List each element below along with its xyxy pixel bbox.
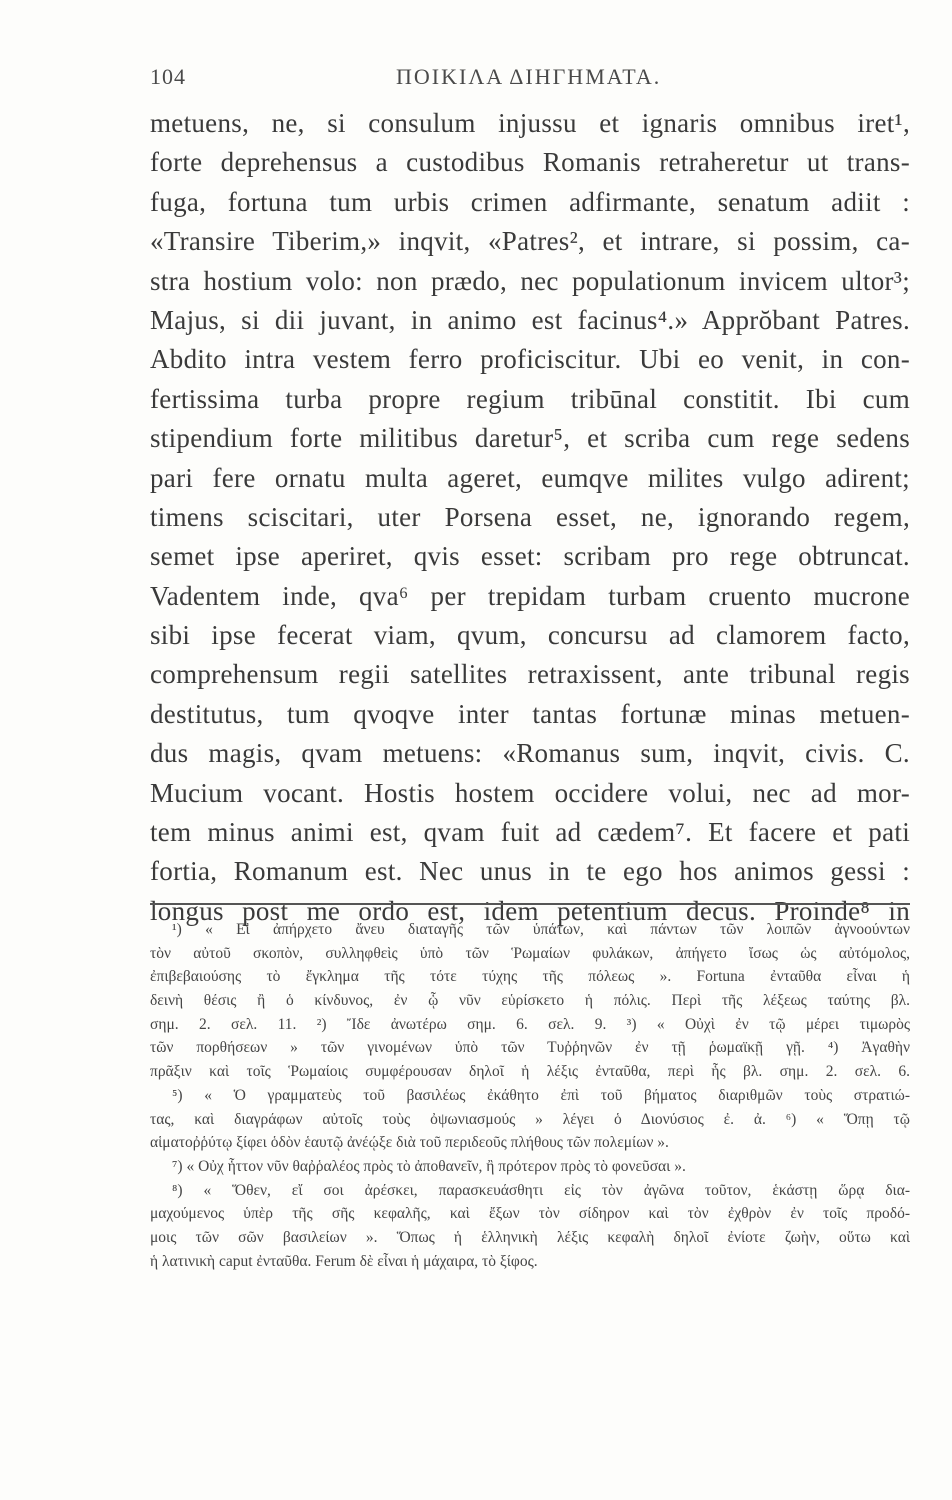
footnote-line: ¹) « Εἰ ἀπήρχετο ἄνευ διαταγῆς τῶν ὑπάτων, καὶ πάντων τῶν λοιπῶν ἀγνοούντων — [172, 921, 910, 938]
body-line: stipendium forte militibus daretur⁵, et scriba cum rege sedens — [150, 423, 910, 454]
footnote-line: σημ. 2. σελ. 11. ²) Ἴδε ἀνωτέρω σημ. 6. σελ. 9. ³) « Οὐχὶ ἐν τῷ μέρει τιμωρὸς — [150, 1015, 910, 1033]
body-line: Majus, si dii juvant, in animo est facinus⁴.» Apprŏbant Patres. — [150, 304, 910, 335]
body-line: forte deprehensus a custodibus Romanis retraheretur ut trans- — [150, 147, 910, 178]
body-line: Vadentem inde, qva⁶ per trepidam turbam cruento mucrone — [150, 580, 910, 611]
body-line: sibi ipse fecerat viam, qvum, concursu ad clamorem facto, — [150, 620, 910, 651]
body-line: longus post me ordo est, idem petentium decus. Proinde⁸ in — [150, 895, 910, 926]
footnote-line: πρᾶξιν καὶ τοῖς Ῥωμαίοις συμφέρουσαν δηλοῖ ἡ λέξις ἐνταῦθα, περὶ ἧς βλ. σημ. 2. σελ. 6. — [150, 1063, 910, 1081]
body-line: «Transire Tiberim,» inqvit, «Patres², et intrare, si possim, ca- — [150, 226, 910, 257]
footnote-line: ⁵) « Ὁ γραμματεὺς τοῦ βασιλέως ἐκάθητο ἐπὶ τοῦ βήματος διαριθμῶν τοὺς στρατιώ- — [172, 1086, 910, 1104]
footnote-line: ἐπιβεβαιούσης τὸ ἔγκλημα τῆς τότε τύχης τῆς πόλεως ». Fortuna ἐνταῦθα εἶναι ἡ — [150, 968, 910, 986]
running-title: ΠΟΙΚΙΛΑ ΔΙΗΓΗΜΑΤΑ. — [396, 64, 662, 89]
footnote-line: ⁷) « Οὐχ ἧττον νῦν θαῤῥαλέος πρὸς τὸ ἀποθανεῖν, ἢ πρότερον πρὸς τὸ φονεῦσαι ». — [172, 1157, 686, 1175]
body-line: dus magis, qvam metuens: «Romanus sum, inqvit, civis. C. — [150, 738, 910, 769]
body-line: metuens, ne, si consulum injussu et ignaris omnibus iret¹, — [150, 108, 910, 138]
footnote-line: μαχούμενος ὑπὲρ τῆς σῆς κεφαλῆς, καὶ ἔξων τὸν σίδηρον καὶ τὸν ἐχθρὸν ἐν τοῖς προδό- — [150, 1205, 910, 1223]
footnote-line: τας, καὶ διαγράφων αὐτοῖς τοὺς ὀψωνιασμούς » λέγει ὁ Διονύσιος ἐ. ἀ. ⁶) « Ὅπῃ τῷ — [150, 1110, 910, 1128]
body-line: fuga, fortuna tum urbis crimen adfirmante, senatum adiit : — [150, 186, 910, 217]
running-head — [150, 64, 920, 98]
footnote-line: ⁸) « Ὅθεν, εἴ σοι ἀρέσκει, παρασκευάσθητι εἰς τὸν ἀγῶνα τοῦτον, ἑκάστῃ ὥρᾳ δια- — [172, 1181, 910, 1199]
body-line: stra hostium volo: non prædo, nec populationum invicem ultor³; — [150, 265, 910, 296]
footnote-line: δεινὴ θέσις ἢ ὁ κίνδυνος, ἐν ᾧ νῦν εὑρίσκετο ἡ πόλις. Περὶ τῆς λέξεως ταύτης βλ. — [150, 992, 910, 1010]
body-line: fertissima turba propre regium tribūnal constitit. Ibi cum — [150, 383, 910, 414]
body-line: semet ipse aperiret, qvis esset: scribam pro rege obtruncat. — [150, 541, 910, 572]
footnote-line: μοις τῶν σῶν βασιλείων ». Ὅπως ἡ ἑλληνικὴ λέξις κεφαλὴ δηλοῖ ἐνίοτε ζωὴν, οὕτω καὶ — [150, 1228, 910, 1246]
footnote-line: τῶν πορθήσεων » τῶν γινομένων ὑπὸ τῶν Τυῤῥηνῶν ἐν τῇ ῥωμαϊκῇ γῇ. ⁴) Ἀγαθὴν — [150, 1039, 910, 1057]
footnote-line: ἡ λατινικὴ caput ἐνταῦθα. Ferum δὲ εἶναι ἡ μάχαιρα, τὸ ξίφος. — [150, 1252, 538, 1270]
body-line: Mucium vocant. Hostis hostem occidere volui, nec ad mor- — [150, 777, 910, 808]
footnotes — [150, 918, 910, 1273]
body-line: tem minus animi est, qvam fuit ad cædem⁷. Et facere et pati — [150, 817, 910, 848]
body-line: comprehensum regii satellites retraxissent, ante tribunal regis — [150, 659, 910, 690]
footnote-line: τὸν αὐτοῦ σκοπὸν, συλληφθεὶς ὑπὸ τῶν Ῥωμαίων φυλάκων, ἀπήγετο ἴσως ὡς αὐτόμολος, — [150, 944, 910, 962]
body-line: fortia, Romanum est. Nec unus in te ego hos animos gessi : — [150, 856, 910, 887]
body-line: Abdito intra vestem ferro proficiscitur. Ubi eo venit, in con- — [150, 344, 910, 375]
body-line: pari fere ornatu multa ageret, eumqve milites vulgo adirent; — [150, 462, 910, 493]
body-line: timens sciscitari, uter Porsena esset, ne, ignorando regem, — [150, 501, 910, 532]
footnote-divider — [150, 903, 910, 905]
page-number: 104 — [150, 64, 186, 89]
footnote-line: αἱματοῤῥύτῳ ξίφει ὁδὸν ἑαυτῷ ἀνέῴξε διὰ τοῦ περιδεοῦς πλήθους τῶν πολεμίων ». — [150, 1134, 669, 1152]
main-text — [150, 104, 910, 931]
body-line: destitutus, tum qvoqve inter tantas fortunæ minas metuen- — [150, 698, 910, 729]
